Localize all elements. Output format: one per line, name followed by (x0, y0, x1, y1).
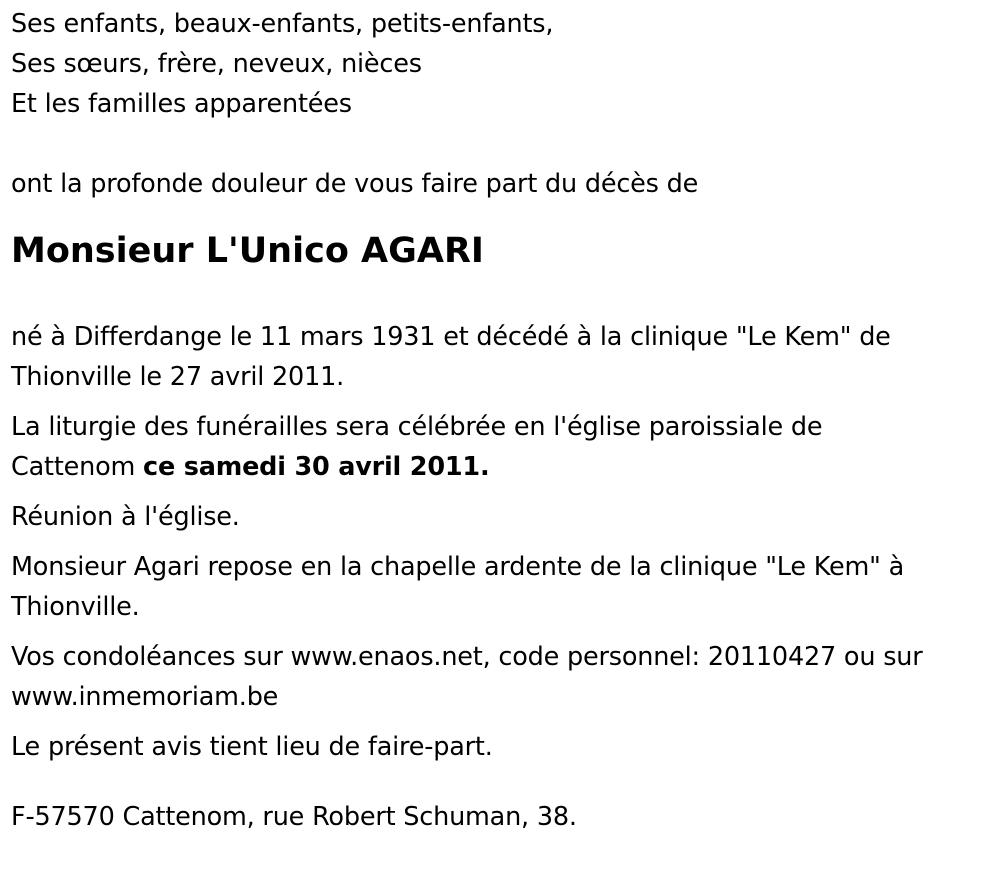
birth-death-line-1: né à Differdange le 11 mars 1931 et décédé à la clinique "Le Kem" de (11, 322, 891, 352)
deceased-name: Monsieur L'Unico AGARI (11, 231, 484, 271)
spacer (11, 124, 991, 164)
funeral-line-1: La liturgie des funérailles sera célébrée en l'église paroissiale de (11, 412, 823, 442)
meeting-paragraph (11, 497, 991, 537)
birth-death-line-2: Thionville le 27 avril 2011. (11, 362, 345, 392)
announcement-text: ont la profonde douleur de vous faire part du décès de (11, 169, 699, 199)
repose-line-1: Monsieur Agari repose en la chapelle ardente de la clinique "Le Kem" à (11, 552, 904, 582)
funeral-line-2 (11, 447, 991, 487)
condolences-line-2: www.inmemoriam.be (11, 682, 279, 712)
repose-line-2: Thionville. (11, 592, 140, 622)
funeral-place: Cattenom (11, 452, 144, 482)
birth-death-paragraph (11, 317, 991, 397)
condolences-paragraph (11, 637, 991, 717)
repose-paragraph (11, 547, 991, 627)
family-line-3: Et les familles apparentées (11, 89, 352, 119)
family-line-2: Ses sœurs, frère, neveux, nièces (11, 49, 422, 79)
meeting-text: Réunion à l'église. (11, 502, 240, 532)
obituary-notice (11, 4, 991, 837)
condolences-line-1: Vos condoléances sur www.enaos.net, code personnel: 20110427 ou sur (11, 642, 923, 672)
funeral-paragraph (11, 407, 991, 487)
funeral-date: ce samedi 30 avril 2011. (143, 452, 490, 482)
address-text: F-57570 Cattenom, rue Robert Schuman, 38. (11, 802, 577, 832)
notice-text: Le présent avis tient lieu de faire-part. (11, 732, 493, 762)
notice-paragraph (11, 727, 991, 767)
family-line-1: Ses enfants, beaux-enfants, petits-enfants, (11, 9, 554, 39)
